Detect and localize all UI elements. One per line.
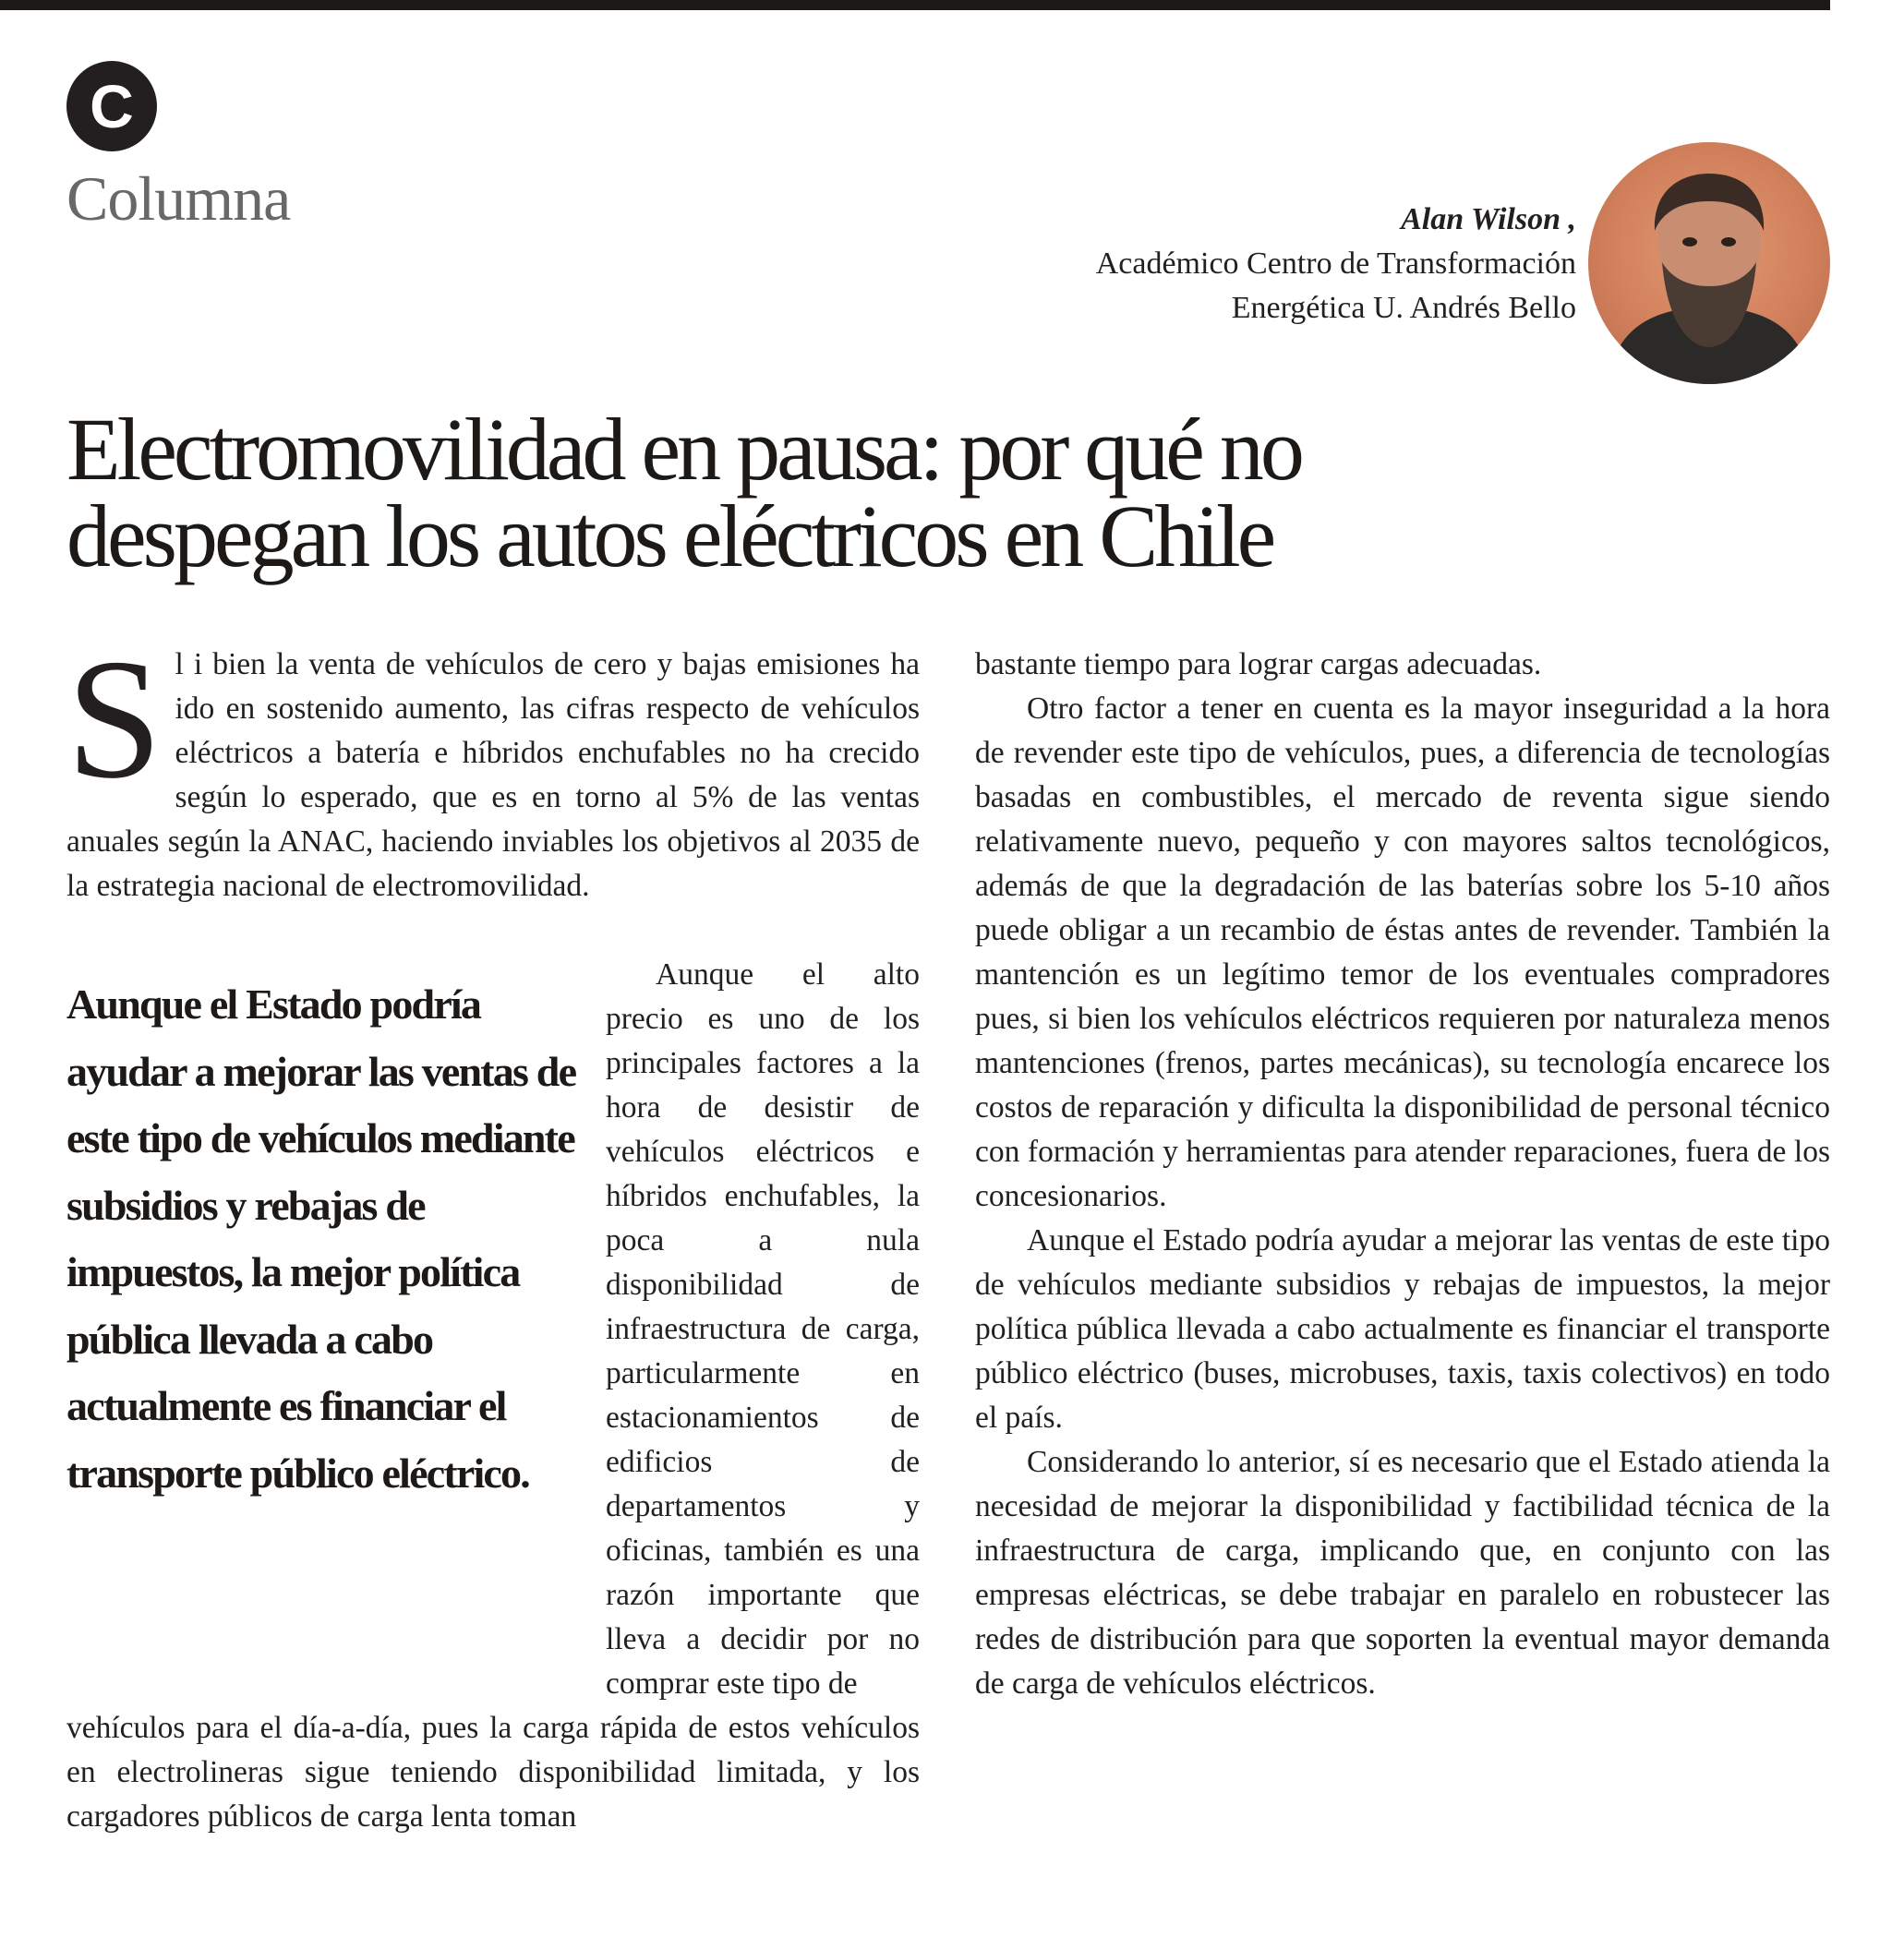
article-headline: Electromovilidad en pausa: por qué no despegan los autos eléctricos en Chile [66, 400, 1301, 585]
lead-paragraph: l i bien la venta de vehículos de cero y bajas emisiones ha ido en sostenido aumento, las cifras respecto de vehículos eléctricos a batería e híbridos enchufables no ha crecido según lo esperado, que es en torno al 5% de las ventas anuales según la ANAC, haciendo inviables los objetivos al 2035 de la estrategia nacional de electromovilidad. [66, 647, 920, 903]
badge-letter: C [90, 72, 134, 140]
paragraph-2-part-3: bastante tiempo para lograr cargas adecuadas. [975, 647, 1542, 681]
column-badge-icon [66, 61, 157, 151]
author-role-line2: Energética U. Andrés Bello [1231, 291, 1576, 325]
section-label: Columna [66, 163, 291, 234]
paragraph-4: Aunque el Estado podría ayudar a mejorar las ventas de este tipo de vehículos mediante subsidios y rebajas de impuestos, la mejor política pública llevada a cabo actualmente es financiar el transporte público eléctrico (buses, microbuses, taxis, taxis colectivos) en todo el país. [975, 1223, 1830, 1435]
paragraph-2-part-1: Aunque el alto precio es uno de los principales factores a la hora de desistir de vehículos eléctricos e híbridos enchufables, la poca a nula disponibilidad de infraestructura de carga, particularmente en estacionamientos de edificios de departamentos y oficinas, también es una razón importante que lleva a decidir por no comprar este tipo de [606, 957, 920, 1701]
paragraph-3: Otro factor a tener en cuenta es la mayor inseguridad a la hora de revender este tipo de vehículos, pues, a diferencia de tecnologías basadas en combustibles, el mercado de reventa sigue siendo relativamente nuevo, pequeño y con mayores saltos tecnológicos, además de que la degradación de las baterías sobre los 5-10 años puede obligar a un recambio de éstas antes de revender. También la mantención es un legítimo temor de los eventuales compradores pues, si bien los vehículos eléctricos requieren por naturaleza menos mantenciones (frenos, partes mecánicas), su tecnología encarece los costos de reparación y dificulta la disponibilidad de personal técnico con formación y herramientas para atender reparaciones, fuera de los concesionarios. [975, 692, 1830, 1213]
drop-cap: S [66, 624, 163, 814]
author-photo [1588, 142, 1830, 384]
paragraph-5: Considerando lo anterior, sí es necesario que el Estado atienda la necesidad de mejorar la disponibilidad y factibilidad técnica de la infraestructura de carga, implicando que, en conjunto con las empresas eléctricas, se debe trabajar en paralelo en robustecer las redes de distribución para que soporten la eventual mayor demanda de carga de vehículos eléctricos. [975, 1445, 1830, 1701]
right-column [975, 643, 1830, 1706]
paragraph-2-part-2: vehículos para el día-a-día, pues la carga rápida de estos vehículos en electrolineras sigue teniendo disponibilidad limitada, y los cargadores públicos de carga lenta toman [66, 1711, 920, 1834]
pull-quote: Aunque el Estado podría ayudar a mejorar las ventas de este tipo de vehículos mediante subsidios y rebajas de impuestos, la mejor política pública llevada a cabo actualmente es financiar el transporte público eléctrico. [66, 981, 576, 1497]
paragraph-2-narrow-block [606, 953, 920, 1706]
author-byline [1096, 198, 1576, 331]
author-portrait-icon [1588, 142, 1830, 384]
author-role-line1: Académico Centro de Transformación [1095, 247, 1576, 281]
top-rule [0, 0, 1830, 10]
paragraph-2-wide-block [66, 1706, 920, 1839]
lead-paragraph-block [66, 624, 920, 908]
author-name: Alan Wilson , [1401, 202, 1576, 236]
